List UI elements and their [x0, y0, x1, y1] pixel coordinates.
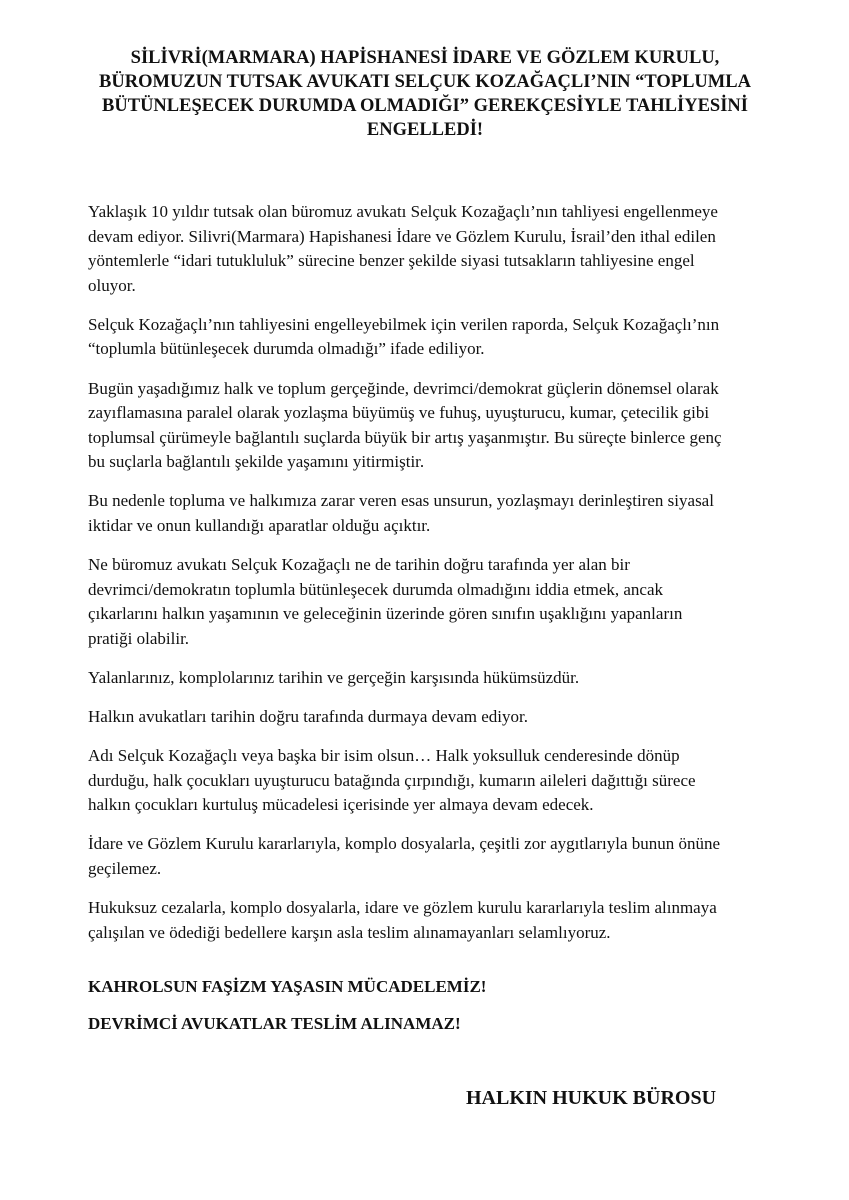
slogan-line: KAHROLSUN FAŞİZM YAŞASIN MÜCADELEMİZ!	[88, 977, 487, 996]
paragraph-10	[88, 896, 788, 945]
paragraph-1	[88, 200, 788, 298]
text-line: çalışılan ve ödediği bedellere karşın asla teslim alınamayanları selamlıyoruz.	[88, 922, 611, 942]
paragraph-7	[88, 705, 788, 730]
text-line: iktidar ve onun kullandığı aparatlar olduğu açıktır.	[88, 516, 431, 536]
text-line: Adı Selçuk Kozağaçlı veya başka bir isim olsun… Halk yoksulluk cenderesinde dönüp	[88, 746, 680, 766]
text-line: Yaklaşık 10 yıldır tutsak olan büromuz avukatı Selçuk Kozağaçlı’nın tahliyesi engellenmeye	[88, 202, 718, 221]
title-line: SİLİVRİ(MARMARA) HAPİSHANESİ İDARE VE GÖZLEM KURULU,	[130, 48, 720, 68]
text-line: durduğu, halk çocukları uyuşturucu batağında çırpındığı, kumarın aileleri dağıttığı sürece	[88, 770, 696, 790]
text-line: bu suçlarla bağlantılı şekilde yaşamını yitirmiştir.	[88, 452, 425, 472]
text-line: oluyor.	[88, 275, 136, 295]
text-line: Bugün yaşadığımız halk ve toplum gerçeğinde, devrimci/demokrat güçlerin dönemsel olarak	[88, 378, 719, 398]
title-line: ENGELLEDİ!	[366, 120, 484, 140]
paragraph-9	[88, 832, 788, 881]
text-line: halkın çocukları kurtuluş mücadelesi içerisinde yer almaya devam edecek.	[88, 795, 594, 815]
slogan-line: DEVRİMCİ AVUKATLAR TESLİM ALINAMAZ!	[88, 1014, 461, 1033]
text-line: devrimci/demokratın toplumla bütünleşecek durumda olmadığını iddia etmek, ancak	[88, 579, 664, 599]
paragraph-2	[88, 313, 788, 362]
text-line: “toplumla bütünleşecek durumda olmadığı” ifade ediliyor.	[88, 339, 485, 359]
paragraph-3	[88, 377, 788, 475]
text-line: çıkarlarını halkın yaşamının ve geleceğinin üzerinde gören sınıfın uşaklığını yapanların	[88, 604, 683, 624]
text-line: yöntemlerle “idari tutukluluk” sürecine benzer şekilde siyasi tutsakların tahliyesine engel	[88, 251, 695, 271]
title-line: BÜROMUZUN TUTSAK AVUKATI SELÇUK KOZAĞAÇLI’NIN “TOPLUMLA	[99, 72, 751, 92]
document-body	[88, 200, 788, 960]
title-line: BÜTÜNLEŞECEK DURUMDA OLMADIĞI” GEREKÇESİYLE TAHLİYESİNİ	[102, 96, 748, 116]
text-line: toplumsal çürümeyle bağlantılı suçlarda büyük bir artış yaşanmıştır. Bu süreçte binlerce genç	[88, 427, 722, 447]
text-line: Hukuksuz cezalarla, komplo dosyalarla, idare ve gözlem kurulu kararlarıyla teslim alınmaya	[88, 898, 717, 918]
text-line: Selçuk Kozağaçlı’nın tahliyesini engelleyebilmek için verilen raporda, Selçuk Kozağaçlı’nın	[88, 314, 720, 334]
paragraph-5	[88, 553, 788, 651]
slogans	[88, 975, 486, 1049]
signature: HALKIN HUKUK BÜROSU	[466, 1087, 717, 1109]
text-line: geçilemez.	[88, 859, 162, 879]
text-line: devam ediyor. Silivri(Marmara) Hapishanesi İdare ve Gözlem Kurulu, İsrail’den ithal edilen	[88, 226, 716, 246]
text-line: Halkın avukatları tarihin doğru tarafında durmaya devam ediyor.	[88, 707, 528, 727]
text-line: Bu nedenle topluma ve halkımıza zarar veren esas unsurun, yozlaşmayı derinleştiren siyasal	[88, 491, 714, 511]
text-line: Yalanlarınız, komplolarınız tarihin ve gerçeğin karşısında hükümsüzdür.	[88, 668, 580, 687]
text-line: zayıflamasına paralel olarak yozlaşma büyümüş ve fuhuş, uyuşturucu, kumar, çetecilik gibi	[88, 403, 710, 423]
text-line: Ne büromuz avukatı Selçuk Kozağaçlı ne de tarihin doğru tarafında yer alan bir	[88, 555, 630, 575]
document-title	[95, 46, 755, 142]
text-line: İdare ve Gözlem Kurulu kararlarıyla, komplo dosyalarla, çeşitli zor aygıtlarıyla bunun önüne	[88, 834, 721, 854]
paragraph-8	[88, 744, 788, 818]
text-line: pratiği olabilir.	[88, 628, 190, 648]
paragraph-4	[88, 489, 788, 538]
paragraph-6	[88, 666, 788, 691]
